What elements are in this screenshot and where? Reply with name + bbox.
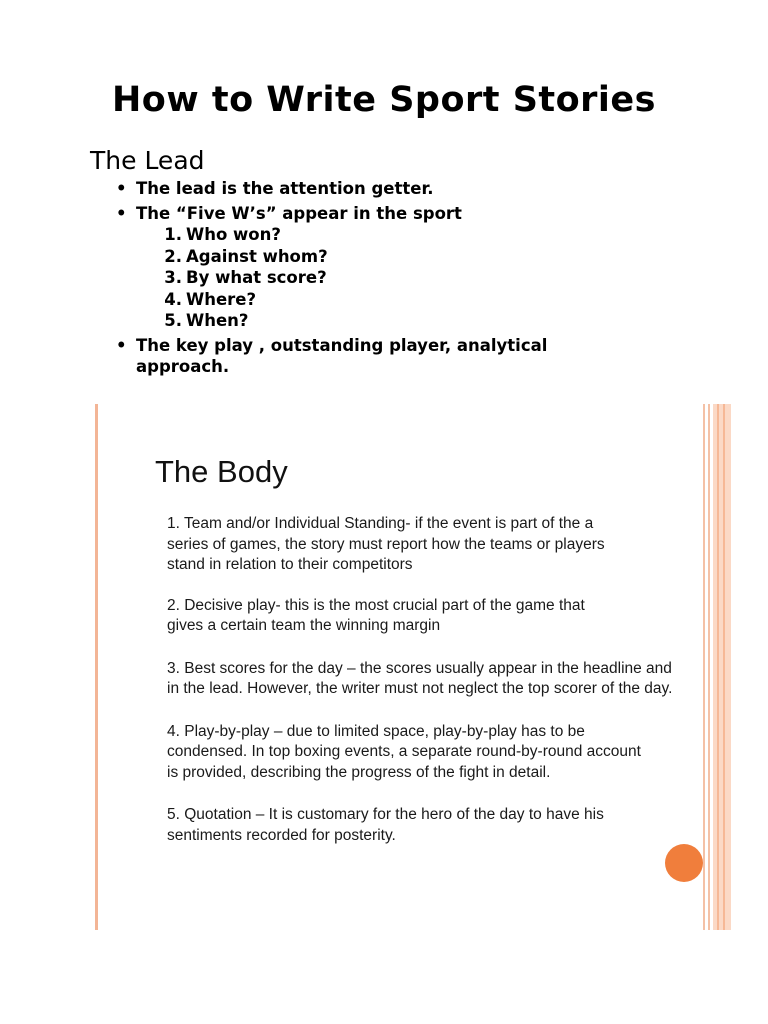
item-number: 4. <box>164 289 182 309</box>
item-text: By what score? <box>186 268 327 287</box>
item-number: 1. <box>164 225 182 244</box>
body-item-list <box>167 514 712 846</box>
lead-bullet-list <box>112 178 612 381</box>
lead-bullet <box>112 203 612 332</box>
item-text: Who won? <box>186 225 281 244</box>
item-text: When? <box>186 311 249 330</box>
five-ws-list <box>136 224 612 332</box>
lead-bullet <box>112 178 612 200</box>
five-ws-item <box>158 224 612 246</box>
five-ws-item <box>158 246 612 268</box>
body-item: 3. Best scores for the day – the scores usually appear in the headline and in the lead. However, the writer must not neglect the top scorer of the day. <box>167 659 673 697</box>
lead-bullet-text: The “Five W’s” appear in the sport <box>136 203 462 223</box>
document-title: How to Write Sport Stories <box>111 80 656 120</box>
item-text: Where? <box>186 289 257 309</box>
item-number: 3. <box>164 268 182 287</box>
lead-bullet <box>112 335 612 378</box>
body-heading: The Body <box>155 454 288 489</box>
body-item: 1. Team and/or Individual Standing- if the event is part of the a series of games, the story must report how the teams or players stand in relation to their competitors <box>167 515 605 573</box>
lead-bullet-text: The key play , outstanding player, analytical approach. <box>136 335 548 376</box>
five-ws-item <box>158 289 612 311</box>
orange-circle-icon <box>665 844 703 882</box>
item-number: 2. <box>164 246 182 266</box>
five-ws-item <box>158 310 612 332</box>
lead-bullet-text: The lead is the attention getter. <box>136 179 434 198</box>
five-ws-item <box>158 267 612 289</box>
lead-heading: The Lead <box>90 146 205 175</box>
body-slide-image <box>95 404 733 930</box>
slide-left-stripe <box>95 404 98 930</box>
body-item: 5. Quotation – It is customary for the hero of the day to have his sentiments recorded for posterity. <box>167 806 604 844</box>
body-item: 4. Play-by-play – due to limited space, play-by-play has to be condensed. In top boxing events, a separate round-by-round account is provided, describing the progress of the fight in detail. <box>167 722 641 781</box>
item-number: 5. <box>164 311 182 330</box>
item-text: Against whom? <box>186 246 328 266</box>
body-item: 2. Decisive play- this is the most crucial part of the game that gives a certain team the winning margin <box>167 596 585 634</box>
